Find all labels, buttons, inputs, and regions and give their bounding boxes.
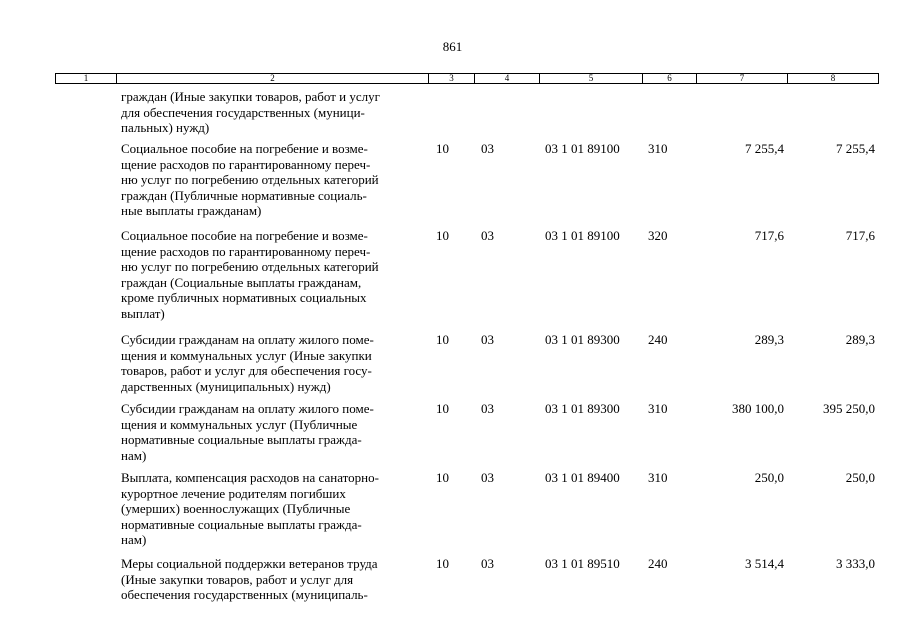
cell-amount-8: 250,0 xyxy=(845,470,875,485)
cell-section: 10 xyxy=(436,228,449,243)
cell-target-code: 03 1 01 89400 xyxy=(545,470,620,485)
cell-target-code: 03 1 01 89100 xyxy=(545,228,620,243)
header-cell-1: 1 xyxy=(83,73,89,83)
cell-subsection: 03 xyxy=(481,332,494,347)
cell-subsection: 03 xyxy=(481,556,494,571)
cell-amount-7: 717,6 xyxy=(754,228,784,243)
cell-subsection: 03 xyxy=(481,228,494,243)
cell-target-code: 03 1 01 89510 xyxy=(545,556,620,571)
row-description: Субсидии гражданам на оплату жилого поме- щения и коммунальных услуг (Публичные нормативные социальные выплаты гражда- нам) xyxy=(121,401,374,463)
cell-expense-type: 310 xyxy=(648,141,668,156)
cell-amount-7: 380 100,0 xyxy=(732,401,784,416)
cell-amount-7: 250,0 xyxy=(754,470,784,485)
table-header-row xyxy=(55,73,879,84)
cell-expense-type: 320 xyxy=(648,228,668,243)
cell-expense-type: 240 xyxy=(648,556,668,571)
cell-subsection: 03 xyxy=(481,470,494,485)
cell-section: 10 xyxy=(436,332,449,347)
row-description: Социальное пособие на погребение и возме- щение расходов по гарантированному переч- ню услуг по погребению отдельных категорий граждан (Публичные нормативные социаль- ные выплаты гражданам) xyxy=(121,141,379,219)
cell-section: 10 xyxy=(436,470,449,485)
cell-amount-7: 289,3 xyxy=(754,332,784,347)
cell-target-code: 03 1 01 89100 xyxy=(545,141,620,156)
cell-amount-7: 3 514,4 xyxy=(745,556,784,571)
cell-amount-8: 7 255,4 xyxy=(836,141,875,156)
cell-target-code: 03 1 01 89300 xyxy=(545,332,620,347)
cell-section: 10 xyxy=(436,401,449,416)
header-cell-4: 4 xyxy=(474,74,539,83)
cell-expense-type: 310 xyxy=(648,470,668,485)
header-cell-8: 8 xyxy=(787,74,878,83)
cell-amount-7: 7 255,4 xyxy=(745,141,784,156)
row-description: Социальное пособие на погребение и возме- щение расходов по гарантированному переч- ню услуг по погребению отдельных категорий граждан (Социальные выплаты гражданам, кроме публичных нормативных социальных выплат) xyxy=(121,228,379,321)
row-description: Субсидии гражданам на оплату жилого поме- щения и коммунальных услуг (Иные закупки товаров, работ и услуг для обеспечения госу- дарственных (муниципальных) нужд) xyxy=(121,332,374,394)
row-description: Меры социальной поддержки ветеранов труда (Иные закупки товаров, работ и услуг для обеспечения государственных (муниципаль- xyxy=(121,556,378,603)
header-cell-6: 6 xyxy=(642,74,696,83)
cell-subsection: 03 xyxy=(481,141,494,156)
cell-expense-type: 240 xyxy=(648,332,668,347)
cell-amount-8: 289,3 xyxy=(845,332,875,347)
cell-section: 10 xyxy=(436,141,449,156)
cell-target-code: 03 1 01 89300 xyxy=(545,401,620,416)
cell-subsection: 03 xyxy=(481,401,494,416)
header-cell-3: 3 xyxy=(428,74,474,83)
cell-expense-type: 310 xyxy=(648,401,668,416)
row-description: граждан (Иные закупки товаров, работ и услуг для обеспечения государственных (муници- пальных) нужд) xyxy=(121,89,380,136)
row-description: Выплата, компенсация расходов на санаторно- курортное лечение родителям погибших (умерших) военнослужащих (Публичные нормативные социальные выплаты гражда- нам) xyxy=(121,470,379,548)
cell-amount-8: 395 250,0 xyxy=(823,401,875,416)
cell-section: 10 xyxy=(436,556,449,571)
header-cell-5: 5 xyxy=(539,74,642,83)
header-cell-7: 7 xyxy=(696,74,787,83)
cell-amount-8: 3 333,0 xyxy=(836,556,875,571)
cell-amount-8: 717,6 xyxy=(845,228,875,243)
page-number: 861 xyxy=(442,39,463,54)
header-cell-2: 2 xyxy=(116,74,428,83)
